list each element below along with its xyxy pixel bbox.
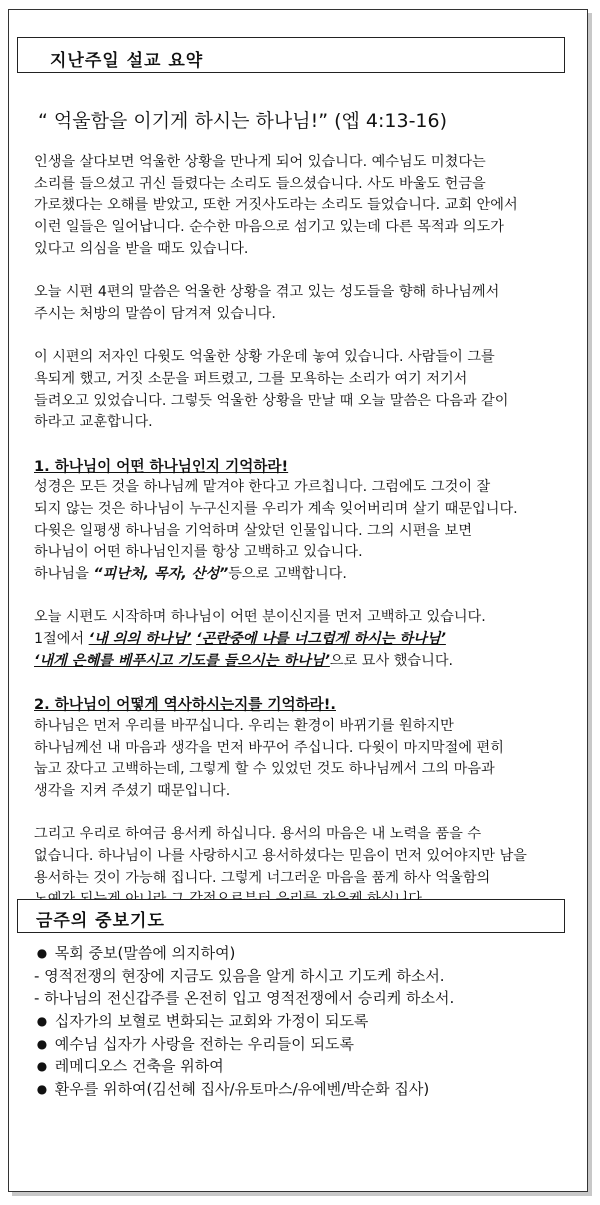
prayer-subitem bbox=[34, 987, 454, 1010]
line-suffix: 등으로 고백합니다. bbox=[228, 566, 347, 583]
sermon-title: “ 억울함을 이기게 하시는 하나님!” (엡 4:13-16) bbox=[38, 110, 448, 132]
paragraph-line: 이 시편의 저자인 다윗도 억울한 상황 가운데 놓여 있습니다. 사람들이 그를 bbox=[34, 349, 495, 366]
paragraph-line: 소리를 들으셨고 귀신 들렸다는 소리도 들으셨습니다. 사도 바울도 헌금을 bbox=[34, 175, 486, 192]
line-prefix: 하나님을 bbox=[34, 566, 94, 583]
prayer-item-text: 십자가의 보혈로 변화되는 교회와 가정이 되도록 bbox=[54, 1012, 369, 1031]
paragraph-line: 욕되게 했고, 거짓 소문을 퍼트렸고, 그를 모욕하는 소리가 여기 저기서 bbox=[34, 370, 468, 387]
prayer-item bbox=[34, 1078, 454, 1101]
paragraph-line: 있다고 의심을 받을 때도 있습니다. bbox=[34, 240, 249, 257]
paragraph-line: 하나님은 먼저 우리를 바꾸십니다. 우리는 환경이 바뀌기를 원하지만 bbox=[34, 717, 454, 734]
paragraph-line: 오늘 시편도 시작하며 하나님이 어떤 분이신지를 먼저 고백하고 있습니다. bbox=[34, 609, 486, 626]
paragraph-line: 없습니다. 하나님이 나를 사랑하시고 용서하셨다는 믿음이 먼저 있어야지만 남을 bbox=[34, 848, 527, 864]
emphasis-phrase: ‘내게 은혜를 베푸시고 기도를 들으시는 하나님’ bbox=[34, 652, 330, 669]
paragraph-line: 하나님이 어떤 하나님인지를 항상 고백하고 있습니다. bbox=[34, 544, 363, 561]
paragraph-line: 들려오고 있었습니다. 그렇듯 억울한 상황을 만날 때 오늘 말씀은 다음과 같이 bbox=[34, 392, 509, 409]
emphasis-phrase: “피난처, 목자, 산성” bbox=[93, 566, 229, 583]
prayer-item-text: - 영적전쟁의 현장에 지금도 있음을 알게 하시고 기도케 하소서. bbox=[34, 966, 445, 985]
paragraph-line: 되지 않는 것은 하나님이 누구신지를 우리가 계속 잊어버리며 살기 때문입니다. bbox=[34, 501, 518, 517]
bullet-icon: ● bbox=[36, 1014, 48, 1029]
paragraph-line: 그리고 우리로 하여금 용서케 하십니다. 용서의 마음은 내 노력을 품을 수 bbox=[34, 826, 482, 843]
section-1-heading: 1. 하나님이 어떤 하나님인지 기억하라! bbox=[34, 457, 289, 475]
paragraph-line: 인생을 살다보면 억울한 상황을 만나게 되어 있습니다. 예수님도 미쳤다는 bbox=[34, 154, 486, 170]
paragraph-line bbox=[34, 629, 569, 651]
paragraph-line: 다윗은 일평생 하나님을 기억하며 살았던 인물입니다. 그의 시편을 보면 bbox=[34, 522, 473, 539]
emphasis-phrase: ‘내 의의 하나님’ bbox=[88, 631, 192, 648]
bullet-icon: ● bbox=[36, 1036, 48, 1051]
prayer-item bbox=[34, 1055, 454, 1078]
prayer-item bbox=[34, 1010, 454, 1033]
bullet-icon: ● bbox=[36, 1059, 48, 1074]
prayer-item bbox=[34, 1033, 454, 1056]
paragraph-line: 생각을 지켜 주셨기 때문입니다. bbox=[34, 782, 231, 799]
line-prefix: 1절에서 bbox=[34, 631, 89, 648]
paragraph-line: 이런 일들은 일어납니다. 순수한 마음으로 섬기고 있는데 다른 목적과 의도가 bbox=[34, 219, 504, 236]
paragraph-line: 하라고 교훈합니다. bbox=[34, 414, 153, 431]
sermon-body bbox=[34, 152, 569, 911]
paragraph-line: 하나님께선 내 마음과 생각을 먼저 바꾸어 주십니다. 다윗이 마지막절에 편히 bbox=[34, 739, 504, 756]
prayer-header bbox=[17, 899, 565, 933]
bullet-icon: ● bbox=[36, 946, 48, 960]
prayer-list bbox=[34, 942, 454, 1101]
sermon-summary-header-title: 지난주일 설교 요약 bbox=[50, 51, 204, 71]
prayer-item-text: 레메디오스 건축을 위하여 bbox=[54, 1057, 224, 1076]
paragraph-line: 용서하는 것이 가능해 집니다. 그렇게 너그러운 마음을 품게 하사 억울함의 bbox=[34, 869, 491, 886]
prayer-item-text: 예수님 십자가 사랑을 전하는 우리들이 되도록 bbox=[54, 1034, 354, 1053]
paragraph-line: 가로챘다는 오해를 받았고, 또한 거짓사도라는 소리도 들었습니다. 교회 안에서 bbox=[34, 197, 518, 214]
line-suffix: 으로 묘사 했습니다. bbox=[329, 652, 454, 669]
prayer-item-text: 목회 중보(말씀에 의지하여) bbox=[54, 944, 236, 962]
section-2-heading: 2. 하나님이 어떻게 역사하시는지를 기억하라!. bbox=[34, 696, 336, 714]
paragraph-line bbox=[34, 564, 569, 586]
paragraph-line: 눕고 잤다고 고백하는데, 그렇게 할 수 있었던 것도 하나님께서 그의 마음과 bbox=[34, 761, 495, 778]
sermon-summary-header bbox=[17, 37, 565, 73]
prayer-header-title: 금주의 중보기도 bbox=[36, 911, 165, 931]
bullet-icon: ● bbox=[36, 1082, 48, 1097]
prayer-item-text: - 하나님의 전신갑주를 온전히 입고 영적전쟁에서 승리케 하소서. bbox=[34, 989, 455, 1008]
paragraph-line: 성경은 모든 것을 하나님께 맡겨야 한다고 가르칩니다. 그럼에도 그것이 잘 bbox=[34, 479, 491, 496]
prayer-item-text: 환우를 위하여(김선혜 집사/유토마스/유에벤/박순화 집사) bbox=[54, 1080, 430, 1099]
paragraph-line bbox=[34, 651, 569, 673]
emphasis-phrase: ‘곤란중에 나를 너그럽게 하시는 하나님’ bbox=[196, 631, 446, 648]
paragraph-line: 주시는 처방의 말씀이 담겨져 있습니다. bbox=[34, 305, 276, 322]
prayer-item bbox=[34, 942, 454, 965]
paragraph-line: 오늘 시편 4편의 말씀은 억울한 상황을 겪고 있는 성도들을 향해 하나님께서 bbox=[34, 284, 500, 301]
prayer-subitem bbox=[34, 965, 454, 988]
